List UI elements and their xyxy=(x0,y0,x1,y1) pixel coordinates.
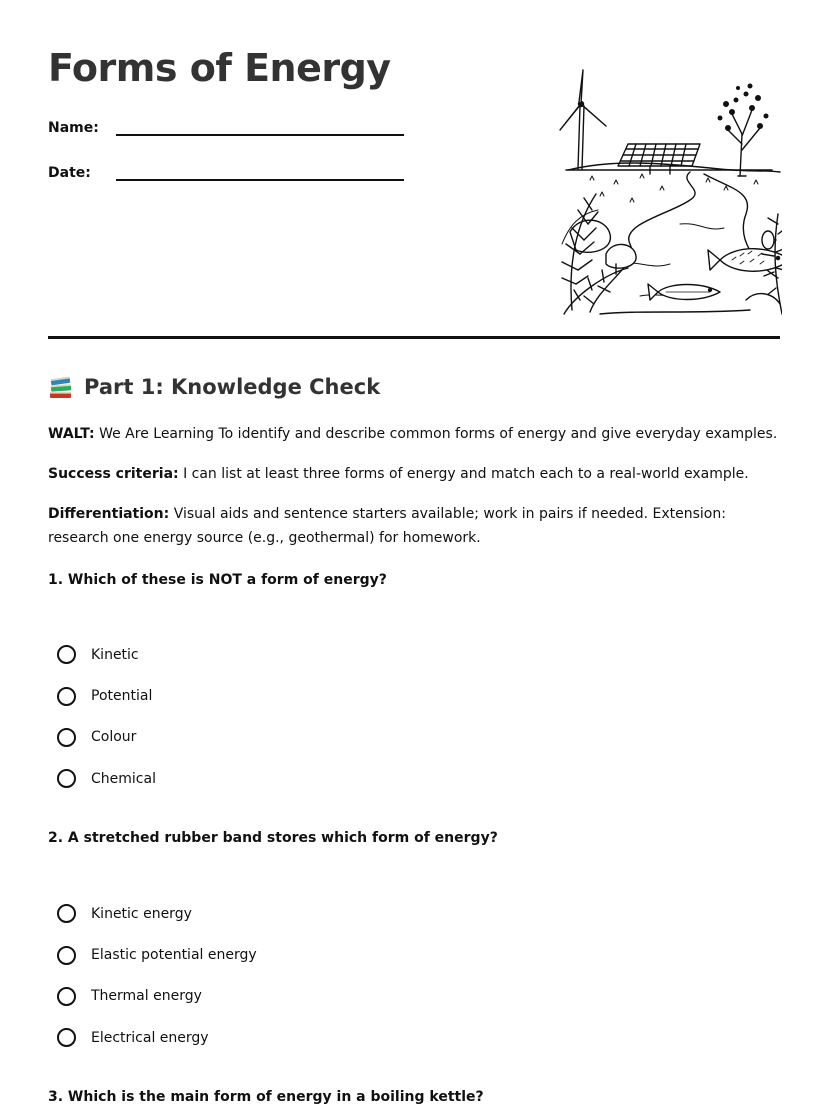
radio-button[interactable] xyxy=(57,769,76,788)
radio-button[interactable] xyxy=(57,1028,76,1047)
worksheet-title: Forms of Energy xyxy=(48,46,391,90)
radio-button[interactable] xyxy=(57,645,76,664)
date-input-line[interactable] xyxy=(116,163,404,181)
radio-button[interactable] xyxy=(57,687,76,706)
success-label: Success criteria: xyxy=(48,466,179,482)
walt-label: WALT: xyxy=(48,426,95,442)
radio-button[interactable] xyxy=(57,987,76,1006)
option-q2-kinetic-energy[interactable] xyxy=(57,893,257,934)
date-field[interactable] xyxy=(48,163,404,181)
tree-icon xyxy=(718,84,769,177)
diff-label: Differentiation: xyxy=(48,506,170,522)
energy-landscape-illustration xyxy=(510,64,782,322)
option-label: Thermal energy xyxy=(91,988,202,1005)
wind-turbine-icon xyxy=(560,70,606,169)
option-label: Electrical energy xyxy=(91,1029,209,1046)
section-divider xyxy=(48,336,780,339)
worksheet-page xyxy=(48,0,780,1118)
option-q2-elastic-potential-energy[interactable] xyxy=(57,934,257,975)
name-field[interactable] xyxy=(48,118,404,136)
name-label: Name: xyxy=(48,120,99,136)
part1-heading xyxy=(48,374,380,400)
books-icon xyxy=(48,374,74,400)
option-q1-chemical[interactable] xyxy=(57,758,156,799)
question-2: 2. A stretched rubber band stores which form of energy? xyxy=(48,830,498,846)
walt-text: We Are Learning To identify and describe common forms of energy and give everyday examples. xyxy=(94,426,778,442)
question-3: 3. Which is the main form of energy in a boiling kettle? xyxy=(48,1089,484,1105)
fish-small-icon xyxy=(648,284,720,300)
option-label: Colour xyxy=(91,729,137,746)
option-label: Kinetic energy xyxy=(91,905,192,922)
option-q2-thermal-energy[interactable] xyxy=(57,976,257,1017)
part1-heading-text: Part 1: Knowledge Check xyxy=(84,375,381,399)
radio-button[interactable] xyxy=(57,728,76,747)
option-q1-potential[interactable] xyxy=(57,675,156,716)
date-label: Date: xyxy=(48,165,91,181)
option-label: Potential xyxy=(91,688,153,705)
success-text: I can list at least three forms of energy and match each to a real-world example. xyxy=(178,466,749,482)
option-q1-kinetic[interactable] xyxy=(57,634,156,675)
question-1-options xyxy=(57,634,156,800)
diff-text: Visual aids and sentence starters available; work in pairs if needed. Extension: research one energy source (e.g., geothermal) for homework. xyxy=(48,506,726,546)
option-label: Elastic potential energy xyxy=(91,947,257,964)
option-label: Kinetic xyxy=(91,646,139,663)
success-criteria xyxy=(48,462,780,486)
option-label: Chemical xyxy=(91,770,156,787)
radio-button[interactable] xyxy=(57,946,76,965)
radio-button[interactable] xyxy=(57,904,76,923)
fish-large-icon xyxy=(708,249,782,272)
question-1: 1. Which of these is NOT a form of energy? xyxy=(48,572,387,588)
walt-statement xyxy=(48,422,780,446)
option-q2-electrical-energy[interactable] xyxy=(57,1017,257,1058)
question-2-options xyxy=(57,893,257,1059)
option-q1-colour[interactable] xyxy=(57,717,156,758)
differentiation xyxy=(48,502,780,550)
name-input-line[interactable] xyxy=(116,118,404,136)
